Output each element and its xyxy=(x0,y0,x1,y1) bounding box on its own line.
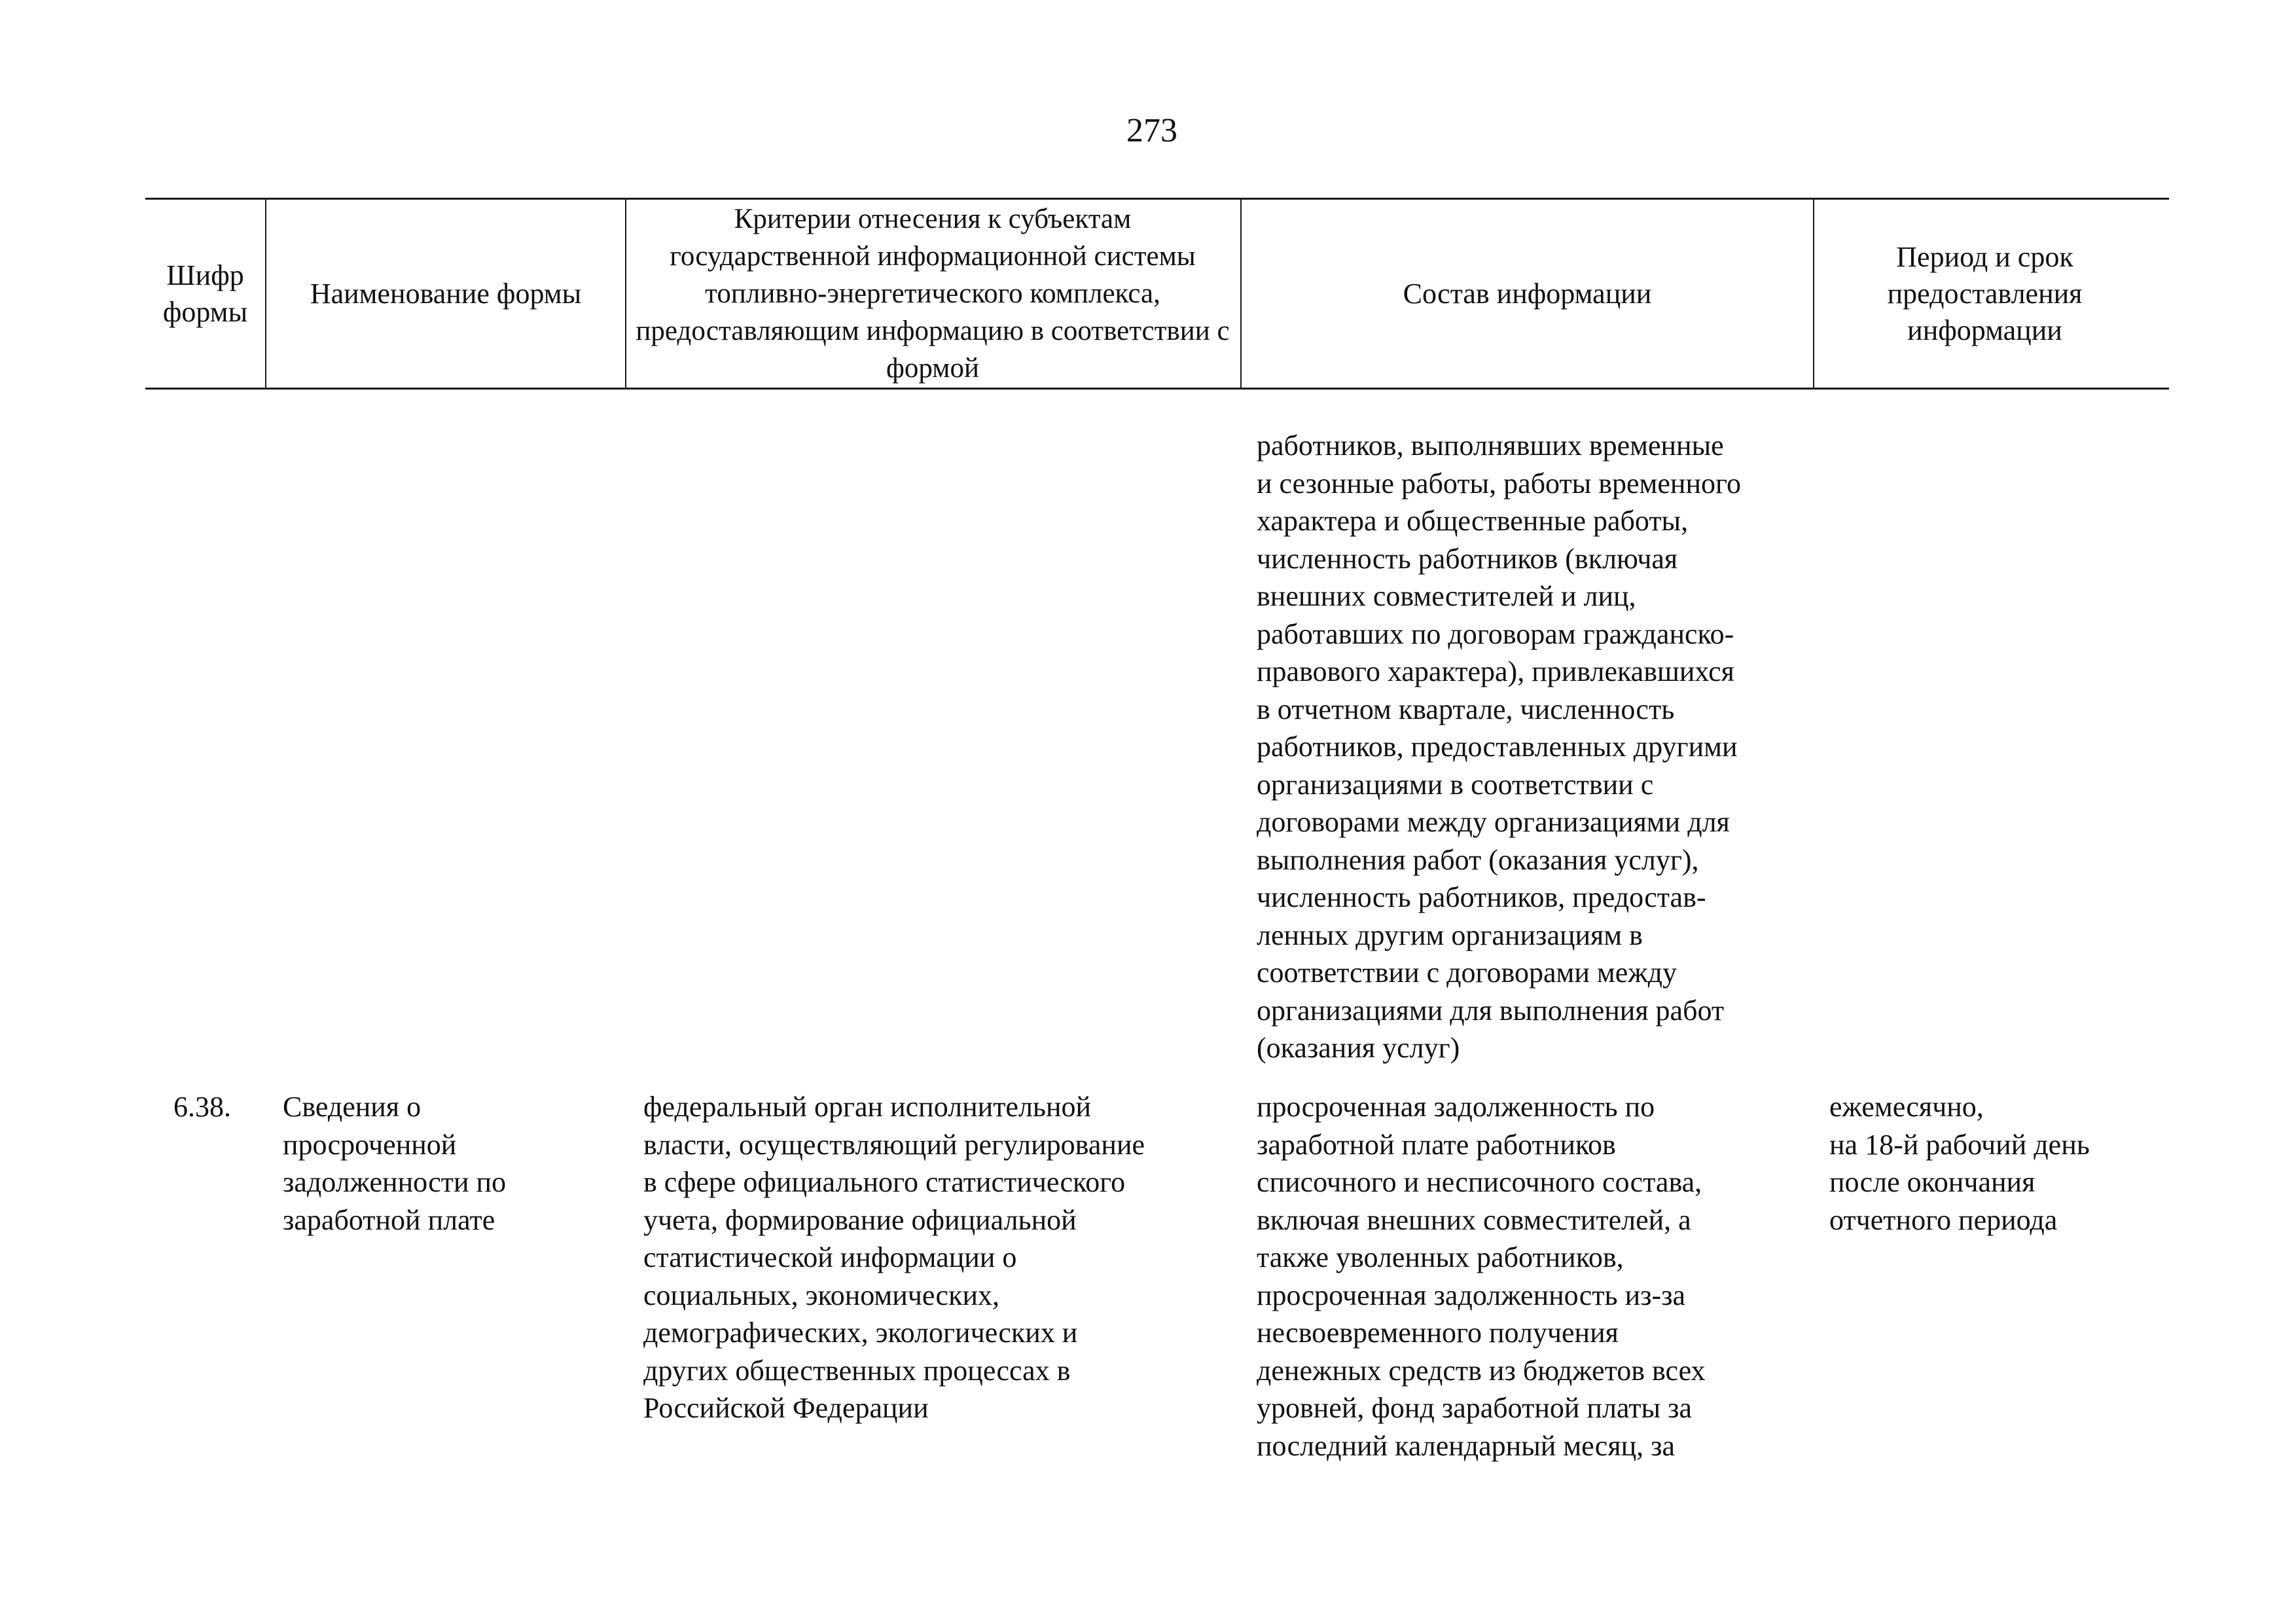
header-divider-4 xyxy=(1813,198,1814,389)
page-number: 273 xyxy=(1126,112,1177,149)
row-form-name: Сведения о просроченной задолженности по заработной плате xyxy=(283,1091,507,1236)
row-criteria: федеральный орган исполнительной власти, осуществляющий регулирование в сфере официального статистического учета, формирование официальной статистической информации о социальных, экономических, демографических, экологических и других общественных процессах в Российской Федерации xyxy=(643,1091,1145,1424)
header-divider-2 xyxy=(625,198,626,389)
header-content-text: Состав информации xyxy=(1403,277,1652,310)
header-period xyxy=(1820,200,2150,388)
header-criteria-text: Критерии отнесения к субъектам государственной информационной системы топливно-энергетического комплекса, предоставляющим информацию в соответствии с формой xyxy=(636,204,1230,384)
row-code: 6.38. xyxy=(173,1091,231,1123)
header-code-text: Шифр формы xyxy=(162,259,248,328)
header-name xyxy=(266,200,625,388)
row-content: просроченная задолженность по заработной плате работников списочного и несписочного состава, включая внешних совместителей, а также уволенных работников, просроченная задолженность из-за несвоевременного получения денежных средств из бюджетов всех уровней, фонд заработной платы за последний календарный месяц, за xyxy=(1257,1091,1706,1462)
header-content xyxy=(1242,200,1813,388)
header-bottom-rule xyxy=(145,388,2169,390)
header-code xyxy=(145,200,265,388)
row-period: ежемесячно, на 18-й рабочий день после окончания отчетного периода xyxy=(1829,1091,2090,1236)
continued-content-cell: работников, выполнявших временные и сезонные работы, работы временного характера и общественные работы, численность работников (включая внешних совместителей и лиц, работавших по договорам гражданско- правового характера), привлекавшихся в отчетном квартале, численность работников, предоставленных другими организациями в соответствии с договорами между организациями для выполнения работ (оказания услуг), численность работников, предостав- ленных другим организациям в соответствии с договорами между организациями для выполнения работ (оказания услуг) xyxy=(1257,429,1741,1064)
header-name-text: Наименование формы xyxy=(310,277,582,310)
header-period-text: Период и срок предоставления информации xyxy=(1887,240,2083,346)
header-criteria xyxy=(632,200,1234,388)
